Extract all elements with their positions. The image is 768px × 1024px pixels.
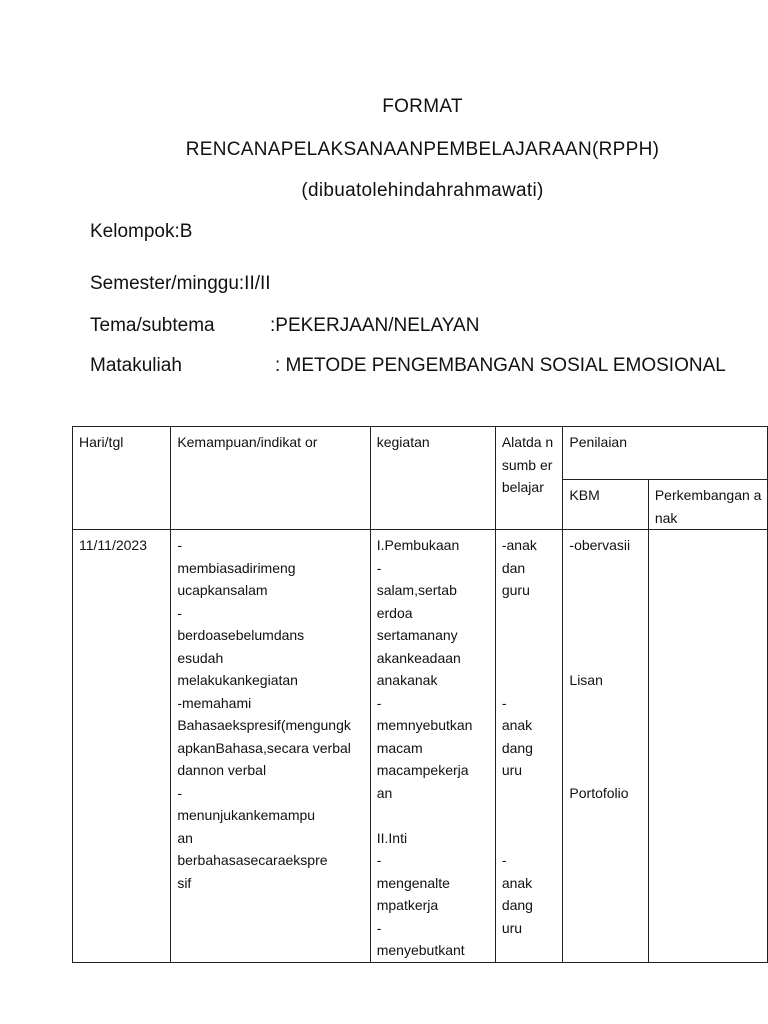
cell-line: [502, 782, 559, 805]
cell-line: [569, 692, 643, 715]
cell-line: mpatkerja: [376, 897, 439, 913]
header-kemampuan: Kemampuan/indikat or: [171, 427, 370, 530]
cell-line: [569, 737, 643, 760]
cell-line: dannon verbal: [177, 762, 267, 778]
cell-line: II.Inti: [376, 829, 408, 846]
cell-line: Lisan: [569, 672, 603, 688]
cell-line: -: [376, 852, 382, 868]
cell-line: Portofolio: [569, 784, 629, 801]
cell-line: melakukankegiatan: [177, 672, 298, 688]
cell-alat: [495, 530, 563, 963]
cell-line: akankeadaan: [376, 649, 461, 666]
cell-line: anakanak: [376, 672, 438, 688]
cell-line: menunjukankemampu: [177, 807, 316, 823]
cell-line: [569, 759, 643, 782]
cell-perkembangan: [648, 530, 767, 963]
table-row: [73, 530, 768, 963]
cell-line: -anak: [501, 537, 537, 553]
cell-line: apkanBahasa,secara verbal: [177, 739, 351, 756]
header-kegiatan: kegiatan: [370, 427, 495, 530]
cell-line: menyebutkant: [376, 942, 465, 958]
cell-line: sif: [177, 874, 192, 891]
cell-line: uru: [501, 762, 523, 778]
cell-line: macampekerja: [376, 762, 469, 778]
header-kbm: KBM: [563, 480, 648, 530]
cell-line: [502, 669, 559, 692]
cell-line: an: [177, 829, 193, 846]
cell-line: macam: [376, 739, 423, 756]
cell-line: memnyebutkan: [376, 717, 473, 733]
cell-line: [502, 647, 559, 670]
doc-title: FORMAT: [382, 96, 463, 117]
cell-line: [569, 579, 643, 602]
cell-kegiatan: [370, 530, 495, 963]
cell-line: -: [501, 694, 507, 711]
cell-line: esudah: [177, 649, 224, 666]
cell-line: erdoa: [376, 604, 413, 621]
cell-hari: 11/11/2023: [73, 530, 171, 963]
meta-tema: [90, 315, 479, 337]
cell-line: -: [177, 537, 182, 553]
header-perkembangan: Perkembangan anak: [648, 480, 767, 530]
cell-line: [569, 647, 643, 670]
cell-line: guru: [501, 582, 530, 598]
cell-line: berbahasasecaraekspre: [177, 852, 328, 868]
cell-line: -: [376, 694, 382, 711]
cell-line: [377, 804, 491, 827]
cell-line: dang: [501, 739, 533, 756]
header-hari: Hari/tgl: [73, 427, 171, 530]
cell-line: dang: [501, 897, 533, 913]
meta-matakuliah-value: : METODE PENGEMBANGAN SOSIAL EMOSIONAL: [275, 355, 726, 376]
cell-line: [569, 624, 643, 647]
cell-line: salam,sertab: [376, 582, 457, 598]
cell-line: uru: [501, 919, 523, 936]
cell-line: [502, 827, 559, 850]
cell-line: [502, 804, 559, 827]
cell-line: Bahasaekspresif(mengungk: [177, 717, 351, 733]
meta-tema-value: :PEKERJAAN/NELAYAN: [270, 315, 480, 336]
meta-matakuliah-label: Matakuliah: [90, 355, 182, 376]
cell-kemampuan: [171, 530, 370, 963]
cell-line: I.Pembukaan: [376, 537, 460, 553]
doc-subtitle: RENCANAPELAKSANAANPEMBELAJARAAN(RPPH): [185, 139, 660, 160]
meta-tema-label: Tema/subtema: [90, 315, 215, 336]
cell-line: ucapkansalam: [177, 582, 268, 598]
meta-semester: Semester/minggu:II/II: [90, 273, 271, 294]
table-header-row: [73, 427, 768, 480]
doc-author: (dibuatolehindahrahmawati): [301, 180, 544, 201]
cell-line: -: [376, 559, 382, 576]
rpph-table: [72, 426, 768, 963]
cell-line: anak: [501, 874, 533, 891]
cell-line: sertamanany: [376, 627, 458, 643]
meta-kelompok: Kelompok:B: [90, 221, 193, 242]
cell-line: dan: [501, 559, 526, 576]
header-alat: Alatda nsumb er belajar: [495, 427, 563, 530]
cell-line: -: [376, 919, 382, 936]
cell-line: -: [177, 604, 182, 621]
cell-line: [502, 602, 559, 625]
cell-kbm: [563, 530, 648, 963]
meta-matakuliah: [90, 355, 726, 377]
cell-line: an: [376, 784, 393, 801]
cell-line: [569, 714, 643, 737]
cell-line: [569, 557, 643, 580]
cell-line: mengenalte: [376, 874, 450, 891]
cell-line: -: [177, 784, 182, 801]
header-penilaian: Penilaian: [563, 427, 768, 480]
cell-line: [569, 602, 643, 625]
cell-line: -memahami: [177, 694, 252, 711]
cell-line: -: [501, 852, 507, 868]
cell-line: -obervasii: [569, 537, 631, 553]
cell-line: anak: [501, 717, 533, 733]
cell-line: [502, 624, 559, 647]
cell-line: berdoasebelumdans: [177, 627, 305, 643]
cell-line: membiasadirimeng: [177, 559, 296, 576]
